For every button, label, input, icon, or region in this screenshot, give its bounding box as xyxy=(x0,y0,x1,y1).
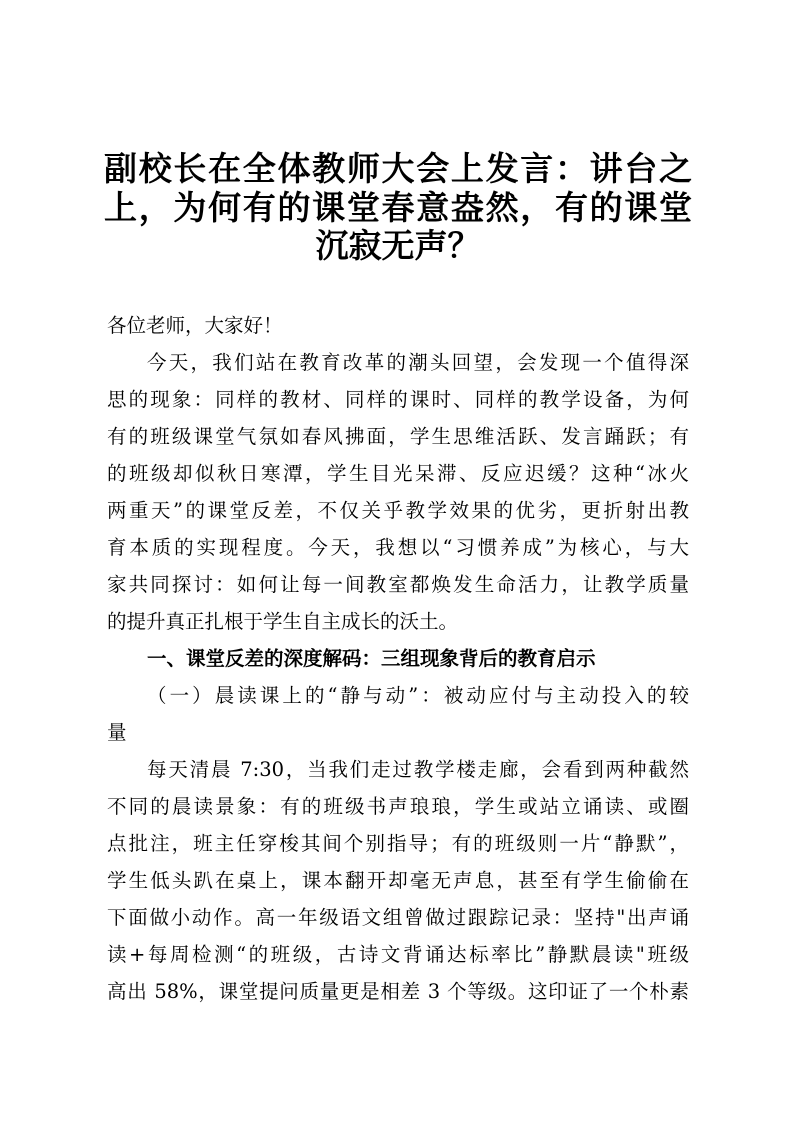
text-line: 的提升真正扎根于学生自主成长的沃土。 xyxy=(107,610,459,633)
text-line: 不同的晨读景象：有的班级书声琅琅，学生或站立诵读、或圈 xyxy=(107,795,689,818)
section-heading: 一、课堂反差的深度解码：三组现象背后的教育启示 xyxy=(147,647,596,670)
text-line: 两重天”的课堂反差，不仅关乎教学效果的优劣，更折射出教 xyxy=(107,499,689,522)
title-line: 上，为何有的课堂春意盎然，有的课堂 xyxy=(104,187,692,227)
greeting: 各位老师，大家好！ xyxy=(107,314,283,337)
text-line: 今天，我们站在教育改革的潮头回望，会发现一个值得深 xyxy=(147,351,689,374)
subsection-heading xyxy=(107,677,689,751)
text-line: 学生低头趴在桌上，课本翻开却毫无声息，甚至有学生偷偷在 xyxy=(107,869,689,892)
title-line: 副校长在全体教师大会上发言：讲台之 xyxy=(104,149,692,188)
paragraph-intro xyxy=(107,344,689,640)
text-line: 量 xyxy=(107,721,127,744)
paragraph-morning-reading xyxy=(107,751,689,1010)
text-line: 读+每周检测“的班级，古诗文背诵达标率比”静默晨读"班级 xyxy=(107,943,689,966)
text-line: 的班级却似秋日寒潭，学生目光呆滞、反应迟缓？这种“冰火 xyxy=(107,462,689,485)
document-title xyxy=(104,150,692,266)
document-body xyxy=(107,307,689,1010)
text-line: （一）晨读课上的“静与动”：被动应付与主动投入的较 xyxy=(147,684,689,707)
text-line: 家共同探讨：如何让每一间教室都焕发生命活力，让教学质量 xyxy=(107,573,689,596)
title-line: 沉寂无声？ xyxy=(315,226,481,265)
text-line: 有的班级课堂气氛如春风拂面，学生思维活跃、发言踊跃；有 xyxy=(107,425,689,448)
text-line: 点批注，班主任穿梭其间个别指导；有的班级则一片“静默”， xyxy=(107,832,689,855)
text-line: 思的现象：同样的教材、同样的课时、同样的教学设备，为何 xyxy=(107,388,689,411)
text-line: 高出 58%，课堂提问质量更是相差 3 个等级。这印证了一个朴素 xyxy=(107,980,689,1003)
text-line: 下面做小动作。高一年级语文组曾做过跟踪记录：坚持"出声诵 xyxy=(107,906,689,929)
text-line: 每天清晨 7:30，当我们走过教学楼走廊，会看到两种截然 xyxy=(147,758,689,781)
text-line: 育本质的实现程度。今天，我想以“习惯养成”为核心，与大 xyxy=(107,536,689,559)
